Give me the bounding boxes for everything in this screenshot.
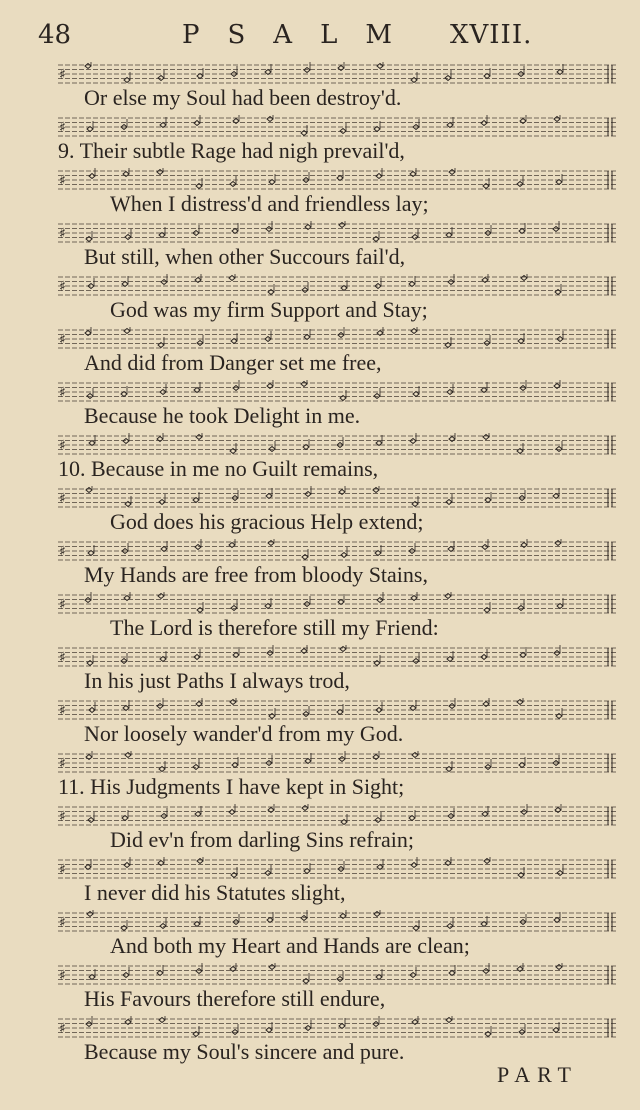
lyric-line: God was my firm Support and Stay; — [110, 297, 428, 322]
note-head — [302, 288, 308, 293]
music-line — [0, 484, 640, 538]
music-line — [0, 272, 640, 326]
note-head — [125, 235, 131, 240]
staff-svg — [58, 751, 618, 775]
note-head — [340, 647, 346, 652]
note-head — [483, 435, 489, 440]
note-head — [85, 64, 91, 69]
note-head — [125, 753, 131, 758]
note-head — [374, 912, 380, 917]
clef-glyph: ♯ — [59, 597, 66, 613]
note-head — [304, 68, 310, 73]
note-head — [341, 553, 347, 558]
note-head — [373, 488, 379, 493]
note-head — [231, 606, 237, 611]
music-line — [0, 431, 640, 485]
music-staff — [58, 910, 618, 934]
lyric-line: 10. Because in me no Guilt remains, — [58, 456, 379, 481]
staff-svg — [58, 804, 618, 828]
staff-svg — [58, 486, 618, 510]
music-line — [0, 60, 640, 114]
music-staff — [58, 380, 618, 404]
lyric-line: Because he took Delight in me. — [84, 403, 361, 428]
note-head — [445, 76, 451, 81]
clef-glyph: ♯ — [59, 756, 66, 772]
note-head — [86, 488, 92, 493]
note-head — [196, 969, 202, 974]
note-head — [266, 227, 272, 232]
staff-svg — [58, 115, 618, 139]
music-line — [0, 219, 640, 273]
catchword: PART — [497, 1062, 578, 1087]
music-staff — [58, 1016, 618, 1040]
staff-svg — [58, 592, 618, 616]
music-line — [0, 1014, 640, 1068]
staff-svg — [58, 645, 618, 669]
note-head — [121, 659, 127, 664]
note-head — [447, 924, 453, 929]
clef-glyph: ♯ — [59, 438, 66, 454]
note-head — [339, 757, 345, 762]
clef-glyph: ♯ — [59, 120, 66, 136]
lyric-line: And both my Heart and Hands are clean; — [110, 933, 470, 958]
note-head — [554, 651, 560, 656]
staff-svg — [58, 857, 618, 881]
music-staff — [58, 168, 618, 192]
note-head — [159, 1018, 165, 1023]
lyric-line: 11. His Judgments I have kept in Sight; — [58, 774, 405, 799]
clef-glyph: ♯ — [59, 1021, 66, 1037]
note-head — [195, 545, 201, 550]
note-head — [517, 182, 523, 187]
staff-svg — [58, 168, 618, 192]
music-staff — [58, 274, 618, 298]
note-head — [410, 439, 416, 444]
note-head — [302, 806, 308, 811]
note-head — [412, 235, 418, 240]
music-staff — [58, 539, 618, 563]
note-head — [557, 871, 563, 876]
lyric-line: When I distress'd and friendless lay; — [110, 191, 429, 216]
staff-svg — [58, 963, 618, 987]
music-line — [0, 696, 640, 750]
clef-glyph: ♯ — [59, 862, 66, 878]
note-head — [374, 394, 380, 399]
note-head — [556, 965, 562, 970]
clef-glyph: ♯ — [59, 968, 66, 984]
lyric-line: The Lord is therefore still my Friend: — [110, 615, 439, 640]
note-head — [339, 223, 345, 228]
note-head — [160, 924, 166, 929]
clef-glyph: ♯ — [59, 226, 66, 242]
note-head — [446, 500, 452, 505]
clef-glyph: ♯ — [59, 385, 66, 401]
note-head — [124, 863, 130, 868]
note-head — [373, 1022, 379, 1027]
clef-glyph: ♯ — [59, 491, 66, 507]
note-head — [553, 227, 559, 232]
music-staff — [58, 115, 618, 139]
note-head — [411, 329, 417, 334]
staff-svg — [58, 698, 618, 722]
lyric-line: Because my Soul's sincere and pure. — [84, 1039, 405, 1064]
staff-svg — [58, 910, 618, 934]
note-head — [484, 859, 490, 864]
note-head — [340, 129, 346, 134]
psalm-number: XVIII. — [450, 20, 533, 50]
note-head — [375, 818, 381, 823]
note-head — [88, 818, 94, 823]
music-line — [0, 113, 640, 167]
staff-svg — [58, 433, 618, 457]
lyric-line: In his just Paths I always trod, — [84, 668, 350, 693]
music-staff — [58, 963, 618, 987]
note-head — [229, 810, 235, 815]
music-line — [0, 325, 640, 379]
lyric-line: But still, when other Succours fail'd, — [84, 244, 406, 269]
note-head — [87, 394, 93, 399]
music-line — [0, 908, 640, 962]
note-head — [449, 704, 455, 709]
note-head — [197, 859, 203, 864]
note-head — [376, 174, 382, 179]
note-head — [338, 333, 344, 338]
note-head — [87, 912, 93, 917]
music-line — [0, 802, 640, 856]
music-staff — [58, 486, 618, 510]
note-head — [521, 276, 527, 281]
staff-svg — [58, 62, 618, 86]
music-staff — [58, 592, 618, 616]
music-staff — [58, 804, 618, 828]
clef-glyph: ♯ — [59, 173, 66, 189]
lyric-line: Or else my Soul had been destroy'd. — [84, 85, 402, 110]
music-line — [0, 537, 640, 591]
music-staff — [58, 221, 618, 245]
note-head — [159, 500, 165, 505]
lyric-line: Did ev'n from darling Sins refrain; — [110, 827, 414, 852]
note-head — [268, 541, 274, 546]
note-head — [377, 598, 383, 603]
clef-glyph: ♯ — [59, 67, 66, 83]
note-head — [303, 712, 309, 717]
lyric-line: 9. Their subtle Rage had nigh prevail'd, — [58, 138, 405, 163]
lyric-line: I never did his Statutes slight, — [84, 880, 346, 905]
note-head — [158, 76, 164, 81]
note-head — [445, 594, 451, 599]
note-head — [89, 174, 95, 179]
note-head — [86, 1022, 92, 1027]
note-head — [196, 435, 202, 440]
note-head — [85, 598, 91, 603]
lyric-line: God does his gracious Help extend; — [110, 509, 424, 534]
note-head — [267, 117, 273, 122]
note-head — [124, 329, 130, 334]
music-staff — [58, 433, 618, 457]
running-header — [0, 18, 640, 58]
note-head — [193, 765, 199, 770]
note-head — [411, 863, 417, 868]
note-head — [157, 170, 163, 175]
music-line — [0, 749, 640, 803]
note-head — [337, 977, 343, 982]
note-head — [123, 439, 129, 444]
note-head — [412, 753, 418, 758]
music-staff — [58, 62, 618, 86]
clef-glyph: ♯ — [59, 915, 66, 931]
note-head — [265, 871, 271, 876]
note-head — [230, 700, 236, 705]
music-line — [0, 590, 640, 644]
page-number: 48 — [38, 20, 72, 50]
lyric-line: Nor loosely wander'd from my God. — [84, 721, 404, 746]
clef-glyph: ♯ — [59, 650, 66, 666]
staff-svg — [58, 539, 618, 563]
note-head — [482, 545, 488, 550]
note-head — [518, 606, 524, 611]
note-head — [448, 280, 454, 285]
note-head — [519, 1030, 525, 1035]
clef-glyph: ♯ — [59, 332, 66, 348]
music-line — [0, 643, 640, 697]
clef-glyph: ♯ — [59, 809, 66, 825]
note-head — [554, 117, 560, 122]
note-head — [377, 64, 383, 69]
note-head — [161, 280, 167, 285]
note-head — [485, 765, 491, 770]
note-head — [197, 341, 203, 346]
note-head — [484, 341, 490, 346]
music-staff — [58, 645, 618, 669]
psalm-title: PSALM — [182, 20, 420, 50]
note-head — [305, 492, 311, 497]
music-staff — [58, 327, 618, 351]
clef-glyph: ♯ — [59, 703, 66, 719]
note-head — [229, 276, 235, 281]
note-head — [483, 969, 489, 974]
note-head — [269, 447, 275, 452]
note-head — [449, 170, 455, 175]
note-head — [446, 1018, 452, 1023]
note-head — [556, 447, 562, 452]
music-staff — [58, 698, 618, 722]
note-head — [521, 810, 527, 815]
staff-svg — [58, 327, 618, 351]
note-head — [413, 659, 419, 664]
music-line — [0, 166, 640, 220]
music-line — [0, 378, 640, 432]
staff-svg — [58, 274, 618, 298]
note-head — [520, 386, 526, 391]
note-head — [233, 386, 239, 391]
note-head — [194, 121, 200, 126]
staff-svg — [58, 221, 618, 245]
lyric-line: And did from Danger set me free, — [84, 350, 382, 375]
note-head — [157, 704, 163, 709]
music-line — [0, 961, 640, 1015]
music-line — [0, 855, 640, 909]
lyric-line: His Favours therefore still endure, — [84, 986, 386, 1011]
note-head — [232, 1030, 238, 1035]
note-head — [301, 916, 307, 921]
note-head — [301, 382, 307, 387]
lyric-line: My Hands are free from bloody Stains, — [84, 562, 428, 587]
clef-glyph: ♯ — [59, 544, 66, 560]
note-head — [158, 594, 164, 599]
note-head — [517, 700, 523, 705]
note-head — [481, 121, 487, 126]
note-head — [230, 182, 236, 187]
staff-svg — [58, 1016, 618, 1040]
music-staff — [58, 751, 618, 775]
note-head — [267, 651, 273, 656]
clef-glyph: ♯ — [59, 279, 66, 295]
music-staff — [58, 857, 618, 881]
note-head — [555, 541, 561, 546]
staff-svg — [58, 380, 618, 404]
note-head — [269, 965, 275, 970]
